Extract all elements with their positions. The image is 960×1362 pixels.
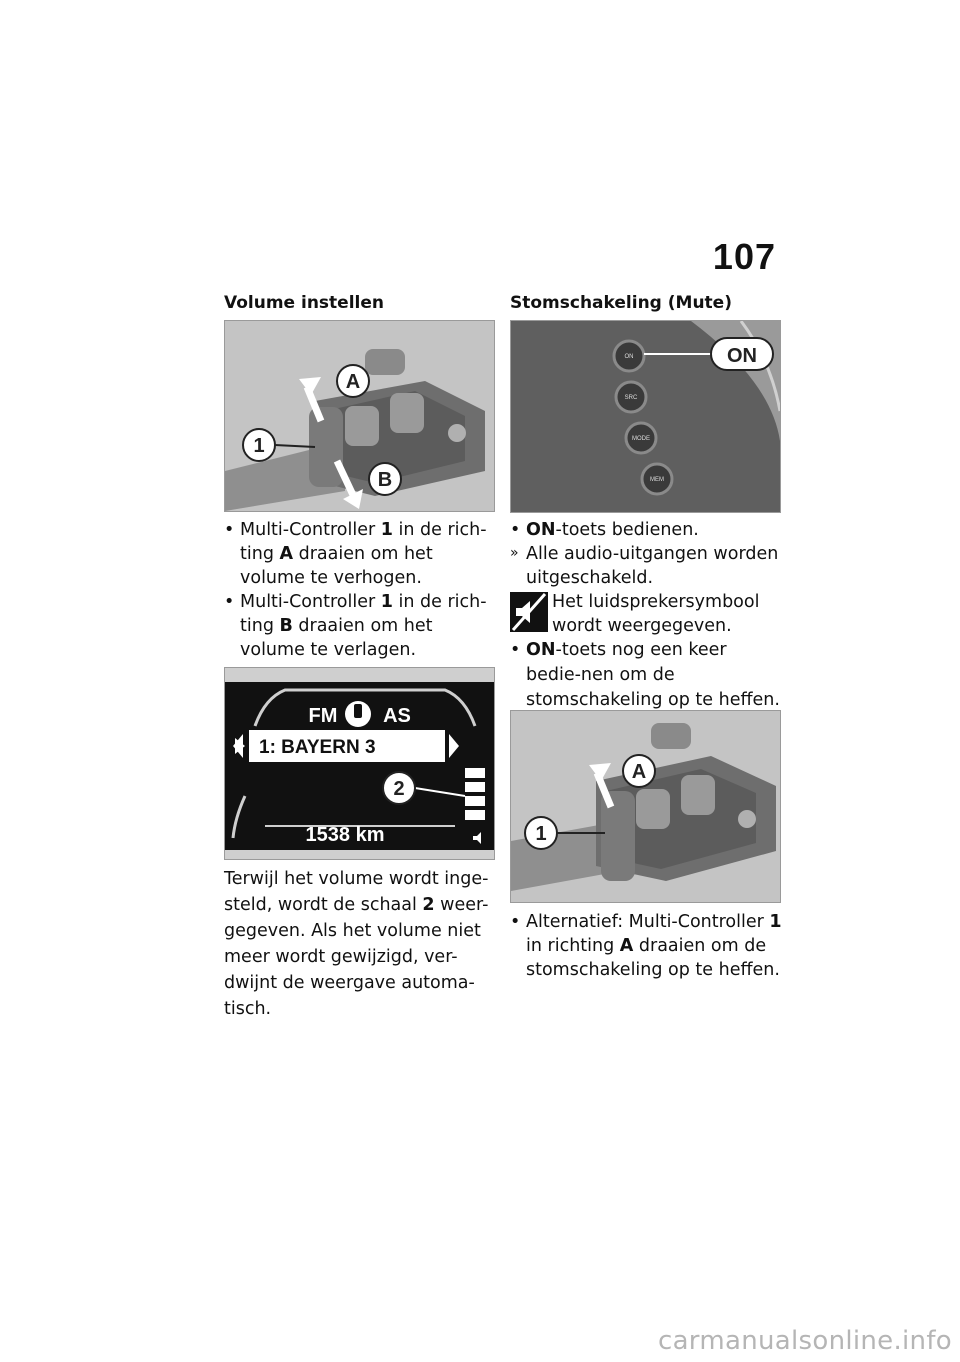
display-odometer: 1538 km xyxy=(305,824,385,846)
speaker-symbol-note xyxy=(510,590,782,638)
bullet-press-on: • ON-toets bedienen. xyxy=(510,518,782,542)
radio-display-illustration xyxy=(225,668,494,859)
handlebar-illustration-2 xyxy=(511,711,780,902)
figure-buttons-on xyxy=(510,320,781,513)
bullet-volume-down: • Multi-Controller 1 in de rich-ting B draaien om het volume te verlagen. xyxy=(224,590,494,662)
paragraph-volume-scale: Terwijl het volume wordt inge-steld, wordt de schaal 2 weer-gegeven. Als het volume niet meer wordt gewijzigd, ver-dwijnt de weergave automa-tisch. xyxy=(224,869,489,1019)
heading-volume: Volume instellen xyxy=(224,293,384,313)
figure-handlebar-mute xyxy=(510,710,781,903)
callout-b: B xyxy=(377,469,393,491)
display-fm: FM xyxy=(308,705,338,727)
callout-a-2: A xyxy=(631,761,647,783)
button-src-label: SRC xyxy=(624,395,638,401)
callout-1-2: 1 xyxy=(535,823,547,845)
figure-handlebar-volume xyxy=(224,320,495,512)
speaker-symbol-text: Het luidsprekersymbool wordt weergegeven. xyxy=(552,592,760,636)
mute-alternative xyxy=(510,910,782,982)
bullet-press-on-again: • ON-toets nog een keer bedie-nen om de stomschakeling op te heffen. xyxy=(510,638,782,713)
figure-display-volume xyxy=(224,667,495,860)
watermark: carmanualsonline.info xyxy=(657,1326,952,1356)
heading-mute: Stomschakeling (Mute) xyxy=(510,293,732,313)
button-panel-illustration xyxy=(511,321,780,512)
bullet-volume-up: • Multi-Controller 1 in de rich-ting A draaien om het volume te verhogen. xyxy=(224,518,494,590)
volume-instructions xyxy=(224,518,494,662)
result-audio-off: » Alle audio-uitgangen worden uitgeschakeld. xyxy=(510,542,782,590)
handlebar-illustration xyxy=(225,321,494,511)
speaker-mute-icon xyxy=(510,592,548,632)
button-mode-label: MODE xyxy=(632,436,650,442)
display-as: AS xyxy=(383,705,411,727)
button-on-label: ON xyxy=(624,354,634,360)
callout-2: 2 xyxy=(393,778,405,800)
callout-on: ON xyxy=(727,345,757,367)
page-number: 107 xyxy=(712,236,776,277)
display-station: 1: BAYERN 3 xyxy=(259,737,376,758)
mute-instructions xyxy=(510,518,782,713)
bullet-alternative: • Alternatief: Multi-Controller 1 in richting A draaien om de stomschakeling op te heffen. xyxy=(510,910,782,982)
callout-1: 1 xyxy=(253,435,265,457)
callout-a: A xyxy=(345,371,361,393)
button-mem-label: MEM xyxy=(650,477,664,483)
